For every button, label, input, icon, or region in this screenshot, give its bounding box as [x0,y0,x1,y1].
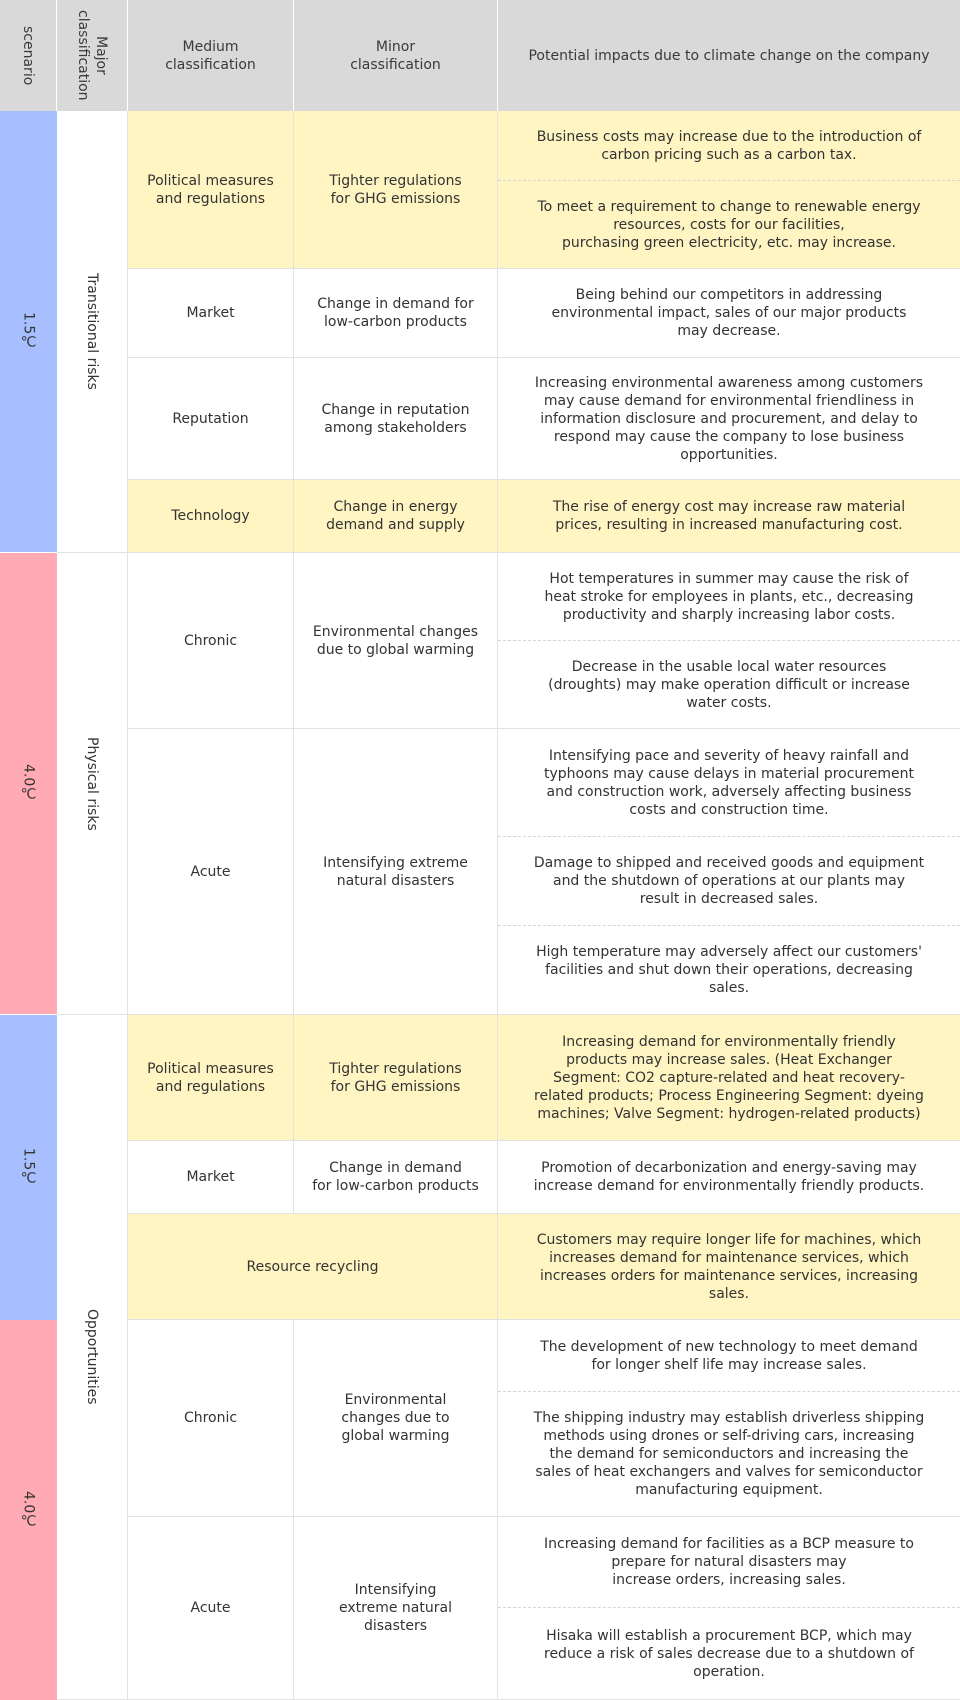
header-major-classification: Major classification [57,0,128,111]
medium-classification-cell: Market [128,1141,294,1214]
minor-classification-cell: Environmental changes due to global warming [294,553,498,729]
scenario-cell: 1.5℃ [0,111,57,553]
impact-cell: Damage to shipped and received goods and equipment and the shutdown of operations at our plants may result in decreased sales. [498,837,960,926]
impact-cell: Decrease in the usable local water resources (droughts) may make operation difficult or increase water costs. [498,641,960,729]
header-medium-classification: Medium classification [128,0,294,111]
minor-classification-cell: Change in energy demand and supply [294,480,498,553]
impact-cell: To meet a requirement to change to renewable energy resources, costs for our facilities, purchasing green electricity, etc. may increase. [498,181,960,269]
major-classification-cell: Opportunities [57,1015,128,1700]
header-potential-impacts: Potential impacts due to climate change on the company [498,0,960,111]
impact-cell: Business costs may increase due to the introduction of carbon pricing such as a carbon tax. [498,111,960,181]
impact-cell: High temperature may adversely affect our customers' facilities and shut down their operations, decreasing sales. [498,926,960,1015]
medium-classification-cell: Political measures and regulations [128,111,294,269]
header-minor-classification: Minor classification [294,0,498,111]
medium-classification-cell: Technology [128,480,294,553]
medium-classification-cell: Political measures and regulations [128,1015,294,1141]
impact-cell: The rise of energy cost may increase raw material prices, resulting in increased manufacturing cost. [498,480,960,553]
impact-cell: Hot temperatures in summer may cause the risk of heat stroke for employees in plants, etc., decreasing productivity and sharply increasing labor costs. [498,553,960,641]
minor-classification-cell: Tighter regulations for GHG emissions [294,111,498,269]
minor-classification-cell: Change in reputation among stakeholders [294,358,498,480]
minor-classification-cell: Intensifying extreme natural disasters [294,1517,498,1700]
major-classification-cell: Physical risks [57,553,128,1015]
medium-classification-cell: Chronic [128,553,294,729]
impact-cell: The shipping industry may establish driverless shipping methods using drones or self-driving cars, increasing the demand for semiconductors and increasing the sales of heat exchangers and valves for semiconductor manufacturing equipment. [498,1392,960,1517]
minor-classification-cell: Change in demand for low-carbon products [294,1141,498,1214]
minor-classification-cell: Tighter regulations for GHG emissions [294,1015,498,1141]
medium-classification-cell: Chronic [128,1320,294,1517]
scenario-cell: 4.0℃ [0,1320,57,1700]
impact-cell: Being behind our competitors in addressing environmental impact, sales of our major products may decrease. [498,269,960,358]
impact-cell: Promotion of decarbonization and energy-saving may increase demand for environmentally friendly products. [498,1141,960,1214]
impact-cell: The development of new technology to meet demand for longer shelf life may increase sales. [498,1320,960,1392]
impact-cell: Hisaka will establish a procurement BCP, which may reduce a risk of sales decrease due to a shutdown of operation. [498,1608,960,1700]
minor-classification-cell: Intensifying extreme natural disasters [294,729,498,1015]
scenario-cell: 1.5℃ [0,1015,57,1320]
scenario-cell: 4.0℃ [0,553,57,1015]
medium-classification-cell: Acute [128,1517,294,1700]
medium-classification-cell: Market [128,269,294,358]
impact-cell: Increasing demand for facilities as a BCP measure to prepare for natural disasters may increase orders, increasing sales. [498,1517,960,1608]
medium-classification-cell: Acute [128,729,294,1015]
minor-classification-cell: Change in demand for low-carbon products [294,269,498,358]
major-classification-cell: Transitional risks [57,111,128,553]
minor-classification-cell: Environmental changes due to global warming [294,1320,498,1517]
header-scenario: scenario [0,0,57,111]
medium-classification-cell: Resource recycling [128,1214,498,1320]
medium-classification-cell: Reputation [128,358,294,480]
impact-cell: Intensifying pace and severity of heavy rainfall and typhoons may cause delays in material procurement and construction work, adversely affecting business costs and construction time. [498,729,960,837]
impact-cell: Increasing demand for environmentally friendly products may increase sales. (Heat Exchanger Segment: CO2 capture-related and heat recovery- related products; Process Engineering Segment: dyeing machines; Valve Segment: hydrogen-related products) [498,1015,960,1141]
impact-cell: Customers may require longer life for machines, which increases demand for maintenance services, which increases orders for maintenance services, increasing sales. [498,1214,960,1320]
impact-cell: Increasing environmental awareness among customers may cause demand for environmental friendliness in information disclosure and procurement, and delay to respond may cause the company to lose business opportunities. [498,358,960,480]
